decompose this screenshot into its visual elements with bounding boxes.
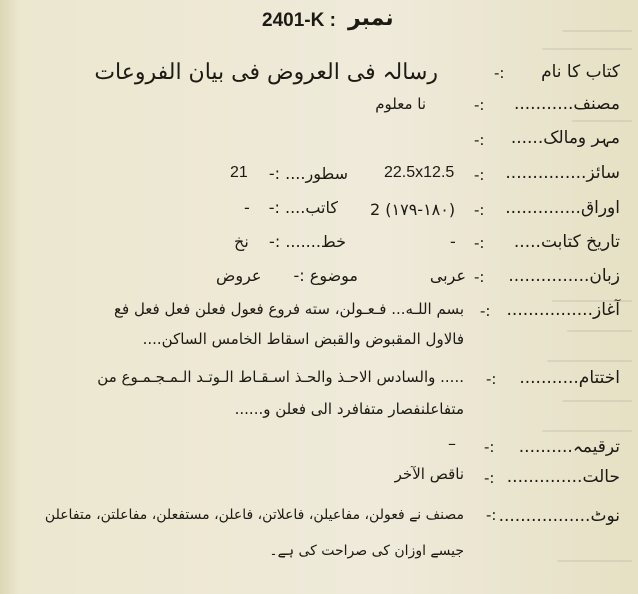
colophon-label: ترقیمہ.......... [518, 437, 620, 457]
script-value: نخ [234, 232, 249, 251]
language-value: عربی [429, 266, 466, 285]
condition-label: حالت.............. [506, 467, 620, 487]
folios-marker: :- [474, 201, 485, 219]
author-value: نا معلوم [375, 95, 426, 113]
subject-label: موضوع :- [293, 266, 358, 285]
date-label: تاریخ کتابت..... [513, 232, 620, 252]
scribe-value: - [244, 198, 250, 217]
note-marker: :- [486, 506, 497, 524]
language-marker: :- [474, 268, 485, 286]
catalog-number: 2401-K : [262, 10, 336, 31]
folios-value: 2 (۱۷۹-۱۸۰) [370, 200, 456, 219]
condition-value: ناقص الآخر [394, 465, 464, 483]
scribe-label: کاتب.... :- [268, 198, 338, 217]
date-marker: :- [474, 234, 485, 252]
author-marker: :- [474, 96, 485, 114]
lines-label: سطور.... :- [268, 164, 348, 183]
book-name-label: کتاب کا نام [541, 62, 620, 82]
beginning-line-2: فالاول المقبوض والقبض اسقاط الخامس الساكن.... [142, 330, 464, 348]
ending-line-1: ..... والسادس الاحـذ والحـذ اسـقـاط الـوتـد الـمـجـمـوع من [97, 368, 464, 386]
size-marker: :- [474, 166, 485, 184]
folios-label: اوراق.............. [505, 198, 620, 218]
note-line-2: جیسے اوزان کی صراحت کی ہے۔ [269, 543, 464, 559]
date-value: - [450, 232, 456, 251]
seal-label: مہر ومالک...... [510, 128, 620, 148]
ending-line-2: متفاعلنفصار متفافرد الی فعلن و...... [234, 400, 464, 418]
size-label: سائز............... [505, 163, 620, 183]
size-value: 22.5x12.5 [384, 164, 455, 181]
seal-marker: :- [474, 131, 485, 149]
note-line-1: مصنف نے فعولن، مفاعیلن، فاعلاتن، فاعلن، مستفعلن، مفاعلتن، متفاعلن [44, 507, 464, 523]
book-name-marker: :- [494, 64, 505, 82]
lines-value: 21 [230, 164, 248, 181]
condition-marker: :- [484, 469, 495, 487]
number-heading: نمبر [348, 6, 394, 31]
script-label: خط....... :- [269, 232, 346, 251]
colophon-marker: :- [484, 438, 495, 456]
author-label: مصنف........... [513, 94, 620, 114]
bleed-through-text [528, 0, 638, 594]
colophon-value: – [448, 434, 456, 453]
ending-marker: :- [486, 370, 497, 388]
beginning-line-1: بسم اللـه... فـعـولن، سته فروع فعول فعلن فعل فعل فع [114, 300, 464, 318]
book-title-value: رسالہ فی العروض فی بیان الفروعات [94, 60, 438, 85]
beginning-label: آغاز................ [506, 300, 620, 320]
beginning-marker: :- [480, 302, 491, 320]
language-label: زبان............... [508, 266, 620, 286]
subject-value: عروض [216, 266, 262, 285]
note-label: نوٹ................. [498, 506, 620, 526]
ending-label: اختتام........... [519, 368, 620, 388]
